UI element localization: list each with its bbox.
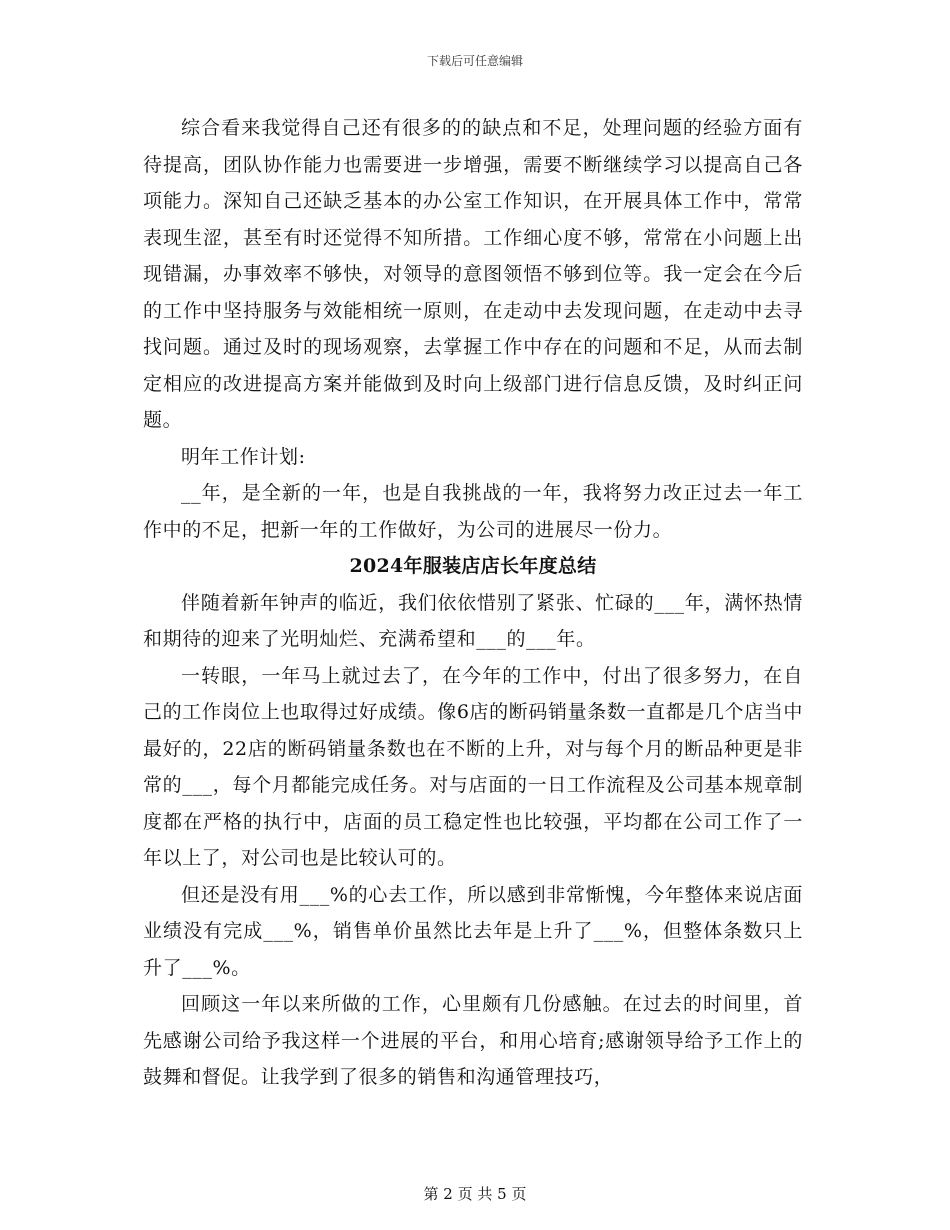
paragraph-reflection: 回顾这一年以来所做的工作，心里颇有几份感触。在过去的时间里，首先感谢公司给予我这样一个进展的平台，和用心培育;感谢领导给予工作上的鼓舞和督促。让我学到了很多的销售和沟通管理技巧， xyxy=(143,993,803,1088)
paragraph-next-year-plan: __年，是全新的一年，也是自我挑战的一年，我将努力改正过去一年工作中的不足，把新一年的工作做好，为公司的进展尽一份力。 xyxy=(143,482,803,541)
section-title: 2024年服装店店长年度总结 xyxy=(349,555,597,577)
paragraph-shortcomings: 但还是没有用___%的心去工作，所以感到非常惭愧，今年整体来说店面业绩没有完成___%，销售单价虽然比去年是上升了___%，但整体条数只上升了___%。 xyxy=(143,883,803,979)
document-body xyxy=(143,110,803,1096)
paragraph-next-year-plan-heading: 明年工作计划: xyxy=(181,445,306,468)
page-header: 下载后可任意编辑 xyxy=(426,54,523,68)
paragraph-new-year-intro: 伴随着新年钟声的临近，我们依依惜别了紧张、忙碌的___年，满怀热情和期待的迎来了光明灿烂、充满希望和___的___年。 xyxy=(143,591,803,650)
paragraph-work-achievements: 一转眼，一年马上就过去了，在今年的工作中，付出了很多努力，在自己的工作岗位上也取得过好成绩。像6店的断码销量条数一直都是几个店当中最好的，22店的断码销量条数也在不断的上升，对与每个月的断品种更是非常的___，每个月都能完成任务。对与店面的一日工作流程及公司基本规章制度都在严格的执行中，店面的员工稳定性也比较强，平均都在公司工作了一年以上了，对公司也是比较认可的。 xyxy=(143,664,803,869)
paragraph-self-assessment: 综合看来我觉得自己还有很多的的缺点和不足，处理问题的经验方面有待提高，团队协作能力也需要进一步增强，需要不断继续学习以提高自己各项能力。深知自己还缺乏基本的办公室工作知识，在开展具体工作中，常常表现生涩，甚至有时还觉得不知所措。工作细心度不够，常常在小问题上出现错漏，办事效率不够快，对领导的意图领悟不够到位等。我一定会在今后的工作中坚持服务与效能相统一原则，在走动中去发现问题，在走动中去寻找问题。通过及时的现场观察，去掌握工作中存在的问题和不足，从而去制定相应的改进提高方案并能做到及时向上级部门进行信息反馈，及时纠正问题。 xyxy=(143,117,803,431)
page-footer: 第 2 页 共 5 页 xyxy=(423,1185,527,1203)
